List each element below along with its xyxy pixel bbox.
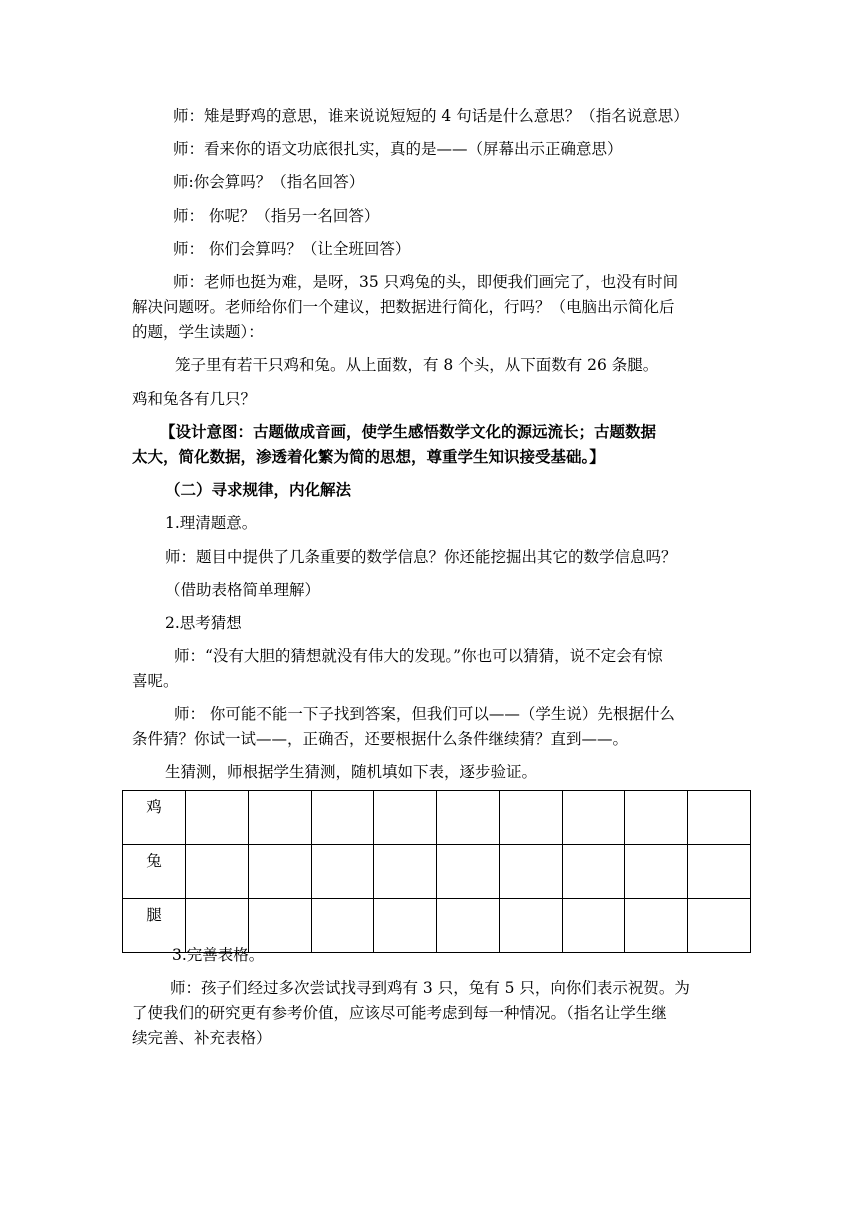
problem-line: 笼子里有若干只鸡和兔。从上面数，有 8 个头，从下面数有 26 条腿。	[175, 356, 659, 374]
table-cell	[499, 845, 562, 899]
paragraph-line: 师： 你们会算吗？（让全班回答）	[173, 240, 411, 258]
step-heading: 2.思考猜想	[165, 614, 242, 632]
table-cell	[374, 791, 437, 845]
table-cell	[248, 791, 311, 845]
row-header-chicken: 鸡	[123, 791, 186, 845]
paragraph-line: 喜呢。	[132, 672, 179, 690]
table-cell	[311, 845, 374, 899]
table-cell	[437, 899, 500, 953]
paragraph-line: 师：题目中提供了几条重要的数学信息？你还能挖掘出其它的数学信息吗？	[165, 548, 677, 566]
table-cell	[311, 899, 374, 953]
paragraph-line: 了使我们的研究更有参考价值，应该尽可能考虑到每一种情况。（指名让学生继	[132, 1004, 667, 1022]
paragraph-line: 师： 你可能不能一下子找到答案，但我们可以——（学生说）先根据什么	[174, 705, 675, 723]
paragraph-line: 师：老师也挺为难，是呀，35 只鸡兔的头，即便我们画完了，也没有时间	[173, 273, 679, 291]
table-row-rabbit	[123, 845, 751, 899]
table-cell	[437, 791, 500, 845]
table-cell	[688, 899, 751, 953]
paragraph-line: 续完善、补充表格）	[132, 1029, 272, 1047]
row-header-legs: 腿	[123, 899, 186, 953]
table-cell	[437, 845, 500, 899]
table-cell	[186, 845, 249, 899]
step-heading: 1.理清题意。	[165, 514, 258, 532]
table-cell	[625, 845, 688, 899]
section-heading: （二）寻求规律，内化解法	[165, 480, 352, 499]
problem-line: 鸡和兔各有几只？	[132, 390, 257, 408]
paragraph-line: 师：孩子们经过多次尝试找寻到鸡有 3 只，兔有 5 只，向你们表示祝贺。为	[170, 979, 690, 997]
table-cell	[311, 791, 374, 845]
row-header-rabbit: 兔	[123, 845, 186, 899]
step-heading: 3.完善表格。	[172, 946, 265, 964]
table-cell	[374, 845, 437, 899]
paragraph-line: 生猜测，师根据学生猜测，随机填如下表，逐步验证。	[165, 763, 538, 781]
table-row-chicken	[123, 791, 751, 845]
table-cell	[688, 845, 751, 899]
table-cell	[499, 899, 562, 953]
table-cell	[625, 791, 688, 845]
paragraph-line: 师：雉是野鸡的意思，谁来说说短短的 4 句话是什么意思？（指名说意思）	[173, 107, 689, 125]
table-cell	[625, 899, 688, 953]
paragraph-line: （借助表格简单理解）	[165, 581, 321, 599]
paragraph-line: 条件猜？你试一试——，正确否，还要根据什么条件继续猜？直到——。	[132, 730, 629, 748]
table-cell	[562, 791, 625, 845]
paragraph-line: 师： 你呢？（指另一名回答）	[173, 207, 380, 225]
design-intent-line: 太大，简化数据，渗透着化繁为简的思想，尊重学生知识接受基础。】	[132, 447, 605, 466]
table-cell	[562, 899, 625, 953]
paragraph-line: 师：“没有大胆的猜想就没有伟大的发现。”你也可以猜猜，说不定会有惊	[174, 647, 663, 665]
table-cell	[374, 899, 437, 953]
guess-table	[122, 790, 751, 953]
paragraph-line: 师：看来你的语文功底很扎实，真的是——（屏幕出示正确意思）	[173, 140, 623, 158]
table-cell	[499, 791, 562, 845]
paragraph-line: 的题，学生读题）：	[132, 323, 264, 341]
paragraph-line: 解决问题呀。老师给你们一个建议，把数据进行简化，行吗？（电脑出示简化后	[132, 298, 675, 316]
table-cell	[688, 791, 751, 845]
design-intent-line: 【设计意图：古题做成音画，使学生感悟数学文化的源远流长；古题数据	[160, 422, 657, 441]
table-cell	[248, 845, 311, 899]
table-cell	[186, 791, 249, 845]
table-cell	[562, 845, 625, 899]
paragraph-line: 师:你会算吗？（指名回答）	[173, 173, 365, 191]
